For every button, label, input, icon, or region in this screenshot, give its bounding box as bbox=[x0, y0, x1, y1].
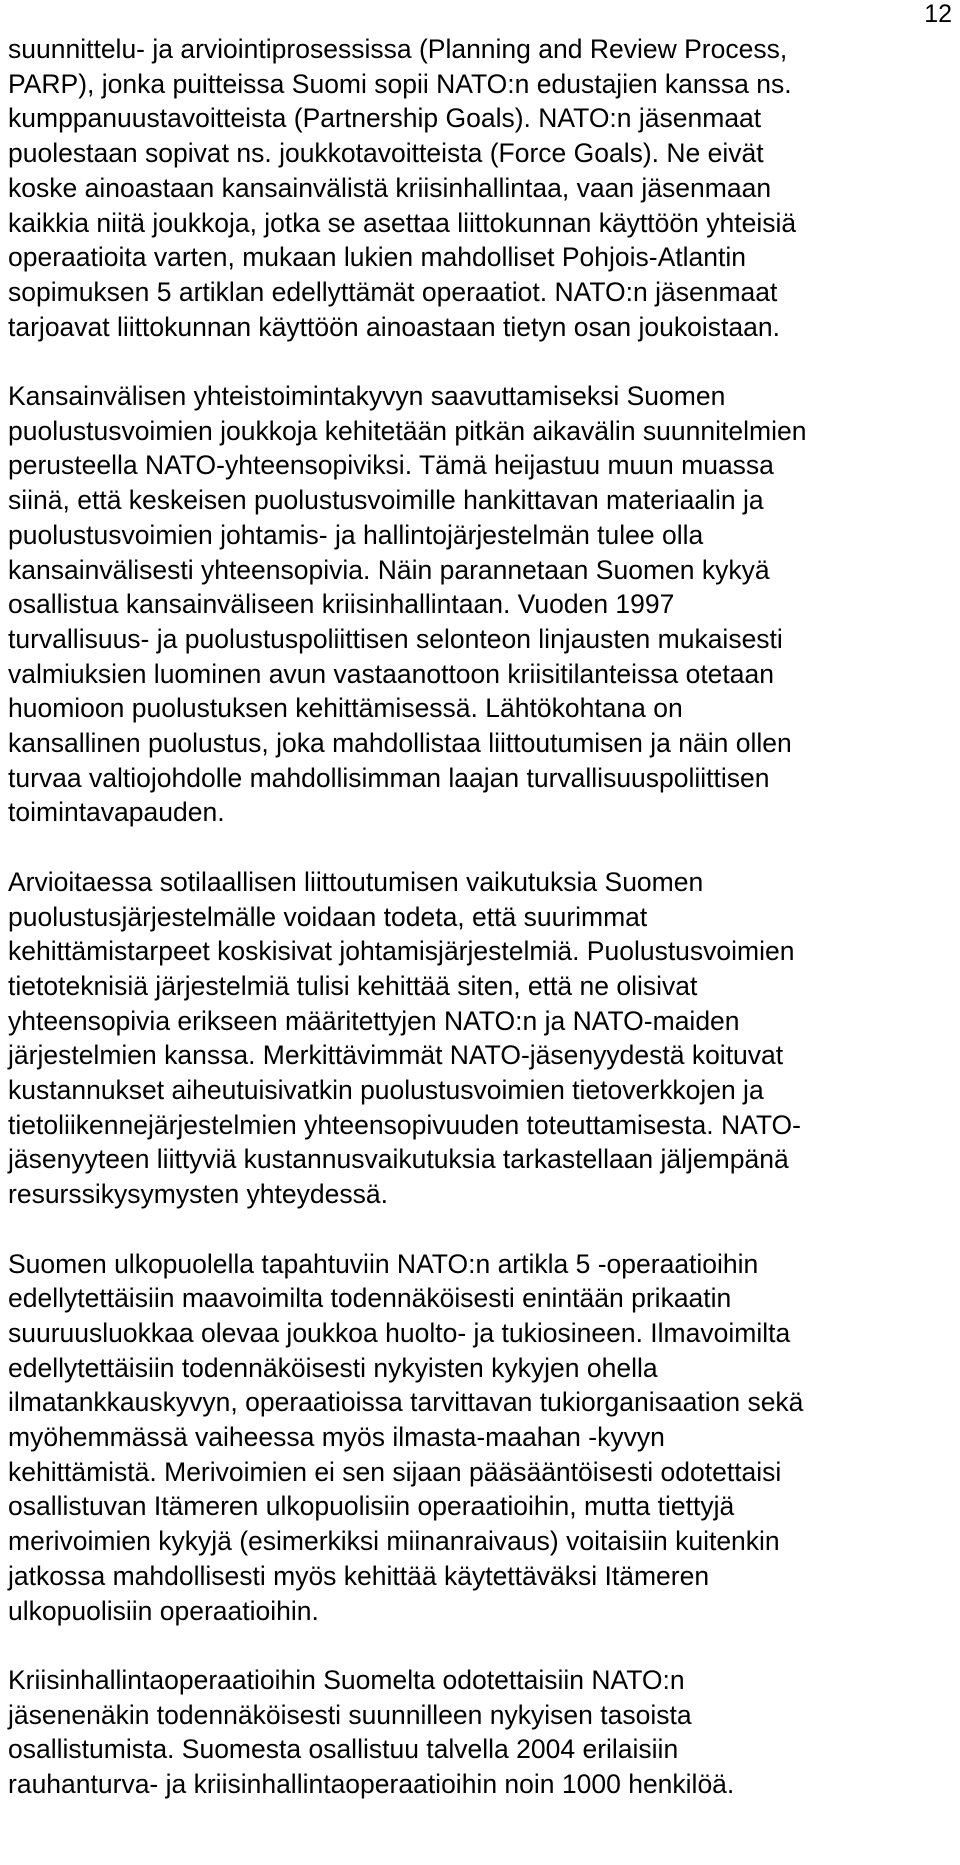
text-line: osallistumista. Suomesta osallistuu talvella 2004 erilaisiin bbox=[8, 1734, 679, 1765]
paragraph-2 bbox=[8, 379, 953, 830]
text-line: tietoteknisiä järjestelmiä tulisi kehittää siten, että ne olisivat bbox=[8, 970, 698, 1001]
paragraph-3 bbox=[8, 865, 953, 1212]
text-line: myöhemmässä vaiheessa myös ilmasta-maahan -kyvyn bbox=[8, 1422, 665, 1453]
text-line: kansallinen puolustus, joka mahdollistaa liittoutumisen ja näin ollen bbox=[8, 728, 792, 759]
paragraph-1 bbox=[8, 32, 953, 344]
text-line: suuruusluokkaa olevaa joukkoa huolto- ja tukiosineen. Ilmavoimilta bbox=[8, 1317, 791, 1348]
text-line: valmiuksien luominen avun vastaanottoon kriisitilanteissa otetaan bbox=[8, 658, 774, 689]
text-line: toimintavapauden. bbox=[8, 797, 225, 828]
text-line: jatkossa mahdollisesti myös kehittää käytettäväksi Itämeren bbox=[8, 1560, 710, 1591]
text-line: osallistuvan Itämeren ulkopuolisiin operaatioihin, mutta tiettyjä bbox=[8, 1491, 735, 1522]
text-line: osallistua kansainväliseen kriisinhallintaan. Vuoden 1997 bbox=[8, 589, 675, 620]
text-line: yhteensopivia erikseen määritettyjen NATO:n ja NATO-maiden bbox=[8, 1005, 740, 1036]
text-line: järjestelmien kanssa. Merkittävimmät NATO-jäsenyydestä koituvat bbox=[8, 1040, 784, 1071]
text-line: kaikkia niitä joukkoja, jotka se asettaa liittokunnan käyttöön yhteisiä bbox=[8, 207, 797, 238]
text-line: Kansainvälisen yhteistoimintakyvyn saavuttamiseksi Suomen bbox=[8, 381, 726, 412]
text-line: edellytettäisiin todennäköisesti nykyisten kykyjen ohella bbox=[8, 1352, 658, 1383]
text-line: kehittämistä. Merivoimien ei sen sijaan pääsääntöisesti odotettaisi bbox=[8, 1456, 782, 1487]
text-line: koske ainoastaan kansainvälistä kriisinhallintaa, vaan jäsenmaan bbox=[8, 172, 772, 203]
document-body bbox=[8, 32, 953, 1802]
text-line: sopimuksen 5 artiklan edellyttämät operaatiot. NATO:n jäsenmaat bbox=[8, 276, 778, 307]
text-line: puolestaan sopivat ns. joukkotavoitteista (Force Goals). Ne eivät bbox=[8, 138, 764, 169]
paragraph-4 bbox=[8, 1247, 953, 1629]
text-line: ilmatankkauskyvyn, operaatioissa tarvittavan tukiorganisaation sekä bbox=[8, 1387, 804, 1418]
text-line: kumppanuustavoitteista (Partnership Goals). NATO:n jäsenmaat bbox=[8, 103, 762, 134]
text-line: puolustusvoimien johtamis- ja hallintojärjestelmän tulee olla bbox=[8, 519, 704, 550]
text-line: operaatioita varten, mukaan lukien mahdolliset Pohjois-Atlantin bbox=[8, 242, 747, 273]
text-line: kehittämistarpeet koskisivat johtamisjärjestelmiä. Puolustusvoimien bbox=[8, 936, 795, 967]
text-line: huomioon puolustuksen kehittämisessä. Lähtökohtana on bbox=[8, 693, 683, 724]
text-line: suunnittelu- ja arviointiprosessissa (Planning and Review Process, bbox=[8, 34, 788, 64]
text-line: siinä, että keskeisen puolustusvoimille hankittavan materiaalin ja bbox=[8, 485, 764, 516]
text-line: Kriisinhallintaoperaatioihin Suomelta odotettaisiin NATO:n bbox=[8, 1664, 685, 1695]
text-line: turvallisuus- ja puolustuspoliittisen selonteon linjausten mukaisesti bbox=[8, 623, 783, 654]
text-line: turvaa valtiojohdolle mahdollisimman laajan turvallisuuspoliittisen bbox=[8, 762, 770, 793]
text-line: tietoliikennejärjestelmien yhteensopivuuden toteuttamisesta. NATO- bbox=[8, 1109, 801, 1140]
text-line: perusteella NATO-yhteensopiviksi. Tämä heijastuu muun muassa bbox=[8, 450, 774, 481]
text-line: ulkopuolisiin operaatioihin. bbox=[8, 1595, 319, 1626]
text-line: kansainvälisesti yhteensopivia. Näin parannetaan Suomen kykyä bbox=[8, 554, 770, 585]
text-line: jäsenenäkin todennäköisesti suunnilleen nykyisen tasoista bbox=[8, 1699, 692, 1730]
text-line: Suomen ulkopuolella tapahtuviin NATO:n artikla 5 -operaatioihin bbox=[8, 1248, 759, 1279]
text-line: edellytettäisiin maavoimilta todennäköisesti enintään prikaatin bbox=[8, 1283, 732, 1314]
text-line: jäsenyyteen liittyviä kustannusvaikutuksia tarkastellaan jäljempänä bbox=[8, 1144, 789, 1175]
text-line: rauhanturva- ja kriisinhallintaoperaatioihin noin 1000 henkilöä. bbox=[8, 1769, 735, 1800]
text-line: PARP), jonka puitteissa Suomi sopii NATO:n edustajien kanssa ns. bbox=[8, 68, 792, 99]
text-line: merivoimien kykyjä (esimerkiksi miinanraivaus) voitaisiin kuitenkin bbox=[8, 1526, 780, 1557]
text-line: tarjoavat liittokunnan käyttöön ainoastaan tietyn osan joukoistaan. bbox=[8, 311, 780, 342]
paragraph-5 bbox=[8, 1663, 953, 1802]
text-line: resurssikysymysten yhteydessä. bbox=[8, 1179, 388, 1210]
text-line: puolustusjärjestelmälle voidaan todeta, että suurimmat bbox=[8, 901, 648, 932]
text-line: kustannukset aiheutuisivatkin puolustusvoimien tietoverkkojen ja bbox=[8, 1075, 764, 1106]
text-line: Arvioitaessa sotilaallisen liittoutumisen vaikutuksia Suomen bbox=[8, 866, 704, 897]
page-number: 12 bbox=[924, 0, 952, 28]
text-line: puolustusvoimien joukkoja kehitetään pitkän aikavälin suunnitelmien bbox=[8, 415, 807, 446]
